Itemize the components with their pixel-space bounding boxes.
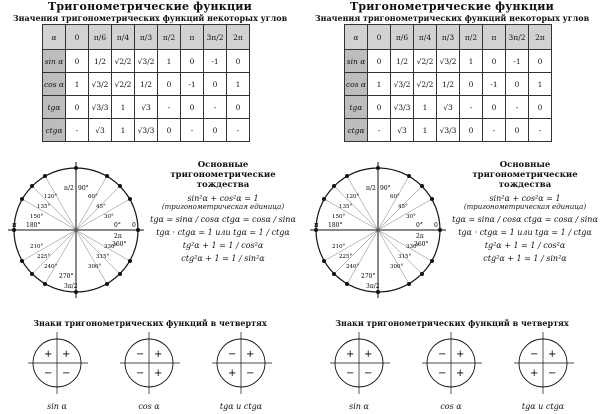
sign-q4: −	[364, 368, 373, 379]
label-pi-half: π/2	[366, 185, 376, 192]
identity-2: tgα = sinα / cosα ctgα = cosα / sinα	[452, 215, 598, 224]
unit-circle	[4, 158, 154, 308]
sign-q2: +	[44, 349, 53, 360]
sign-q1: +	[548, 349, 557, 360]
sign-diagram-tg	[206, 330, 276, 414]
label-90: 90°	[380, 185, 391, 192]
table-cell: π/6	[391, 25, 414, 50]
unit-circle-svg	[4, 158, 154, 308]
signs-title: Знаки тригонометрических функций в четвертях	[335, 318, 569, 328]
identity-3: tgα · ctgα = 1 или tgα = 1 / ctgα	[156, 228, 290, 237]
sign-diagram-cos	[114, 330, 184, 414]
table-cell: 0	[66, 96, 89, 119]
table-cell: 1	[460, 50, 483, 73]
table-cell: √2/2	[112, 73, 135, 96]
table-cell: π/4	[112, 25, 135, 50]
label-360: 360°	[112, 241, 127, 248]
table-cell: cos α	[43, 73, 66, 96]
table-cell: 1	[414, 96, 437, 119]
table-cell: 0	[227, 50, 250, 73]
deg-30: 30°	[406, 214, 416, 220]
sign-diagram-sin	[22, 330, 92, 414]
sheet-left	[4, 0, 296, 414]
table-cell: 2π	[227, 25, 250, 50]
deg-60: 60°	[88, 194, 98, 200]
table-header-row	[345, 25, 552, 50]
identity-1: sin²α + cos²α = 1	[187, 194, 259, 203]
deg-45: 45°	[398, 204, 408, 210]
sheet-title: Тригонометрические функции	[349, 0, 554, 13]
table-cell: 1	[158, 50, 181, 73]
table-cell: 1	[227, 73, 250, 96]
deg-120: 120°	[346, 194, 360, 200]
sheet-subtitle: Значения тригонометрических функций некоторых углов	[12, 13, 288, 23]
deg-135: 135°	[37, 204, 51, 210]
deg-330: 330°	[104, 244, 118, 250]
sign-label: sin α	[47, 402, 67, 411]
table-cell: sin α	[43, 50, 66, 73]
table-row	[43, 73, 250, 96]
table-cell: √3	[135, 96, 158, 119]
sign-q4: −	[62, 368, 71, 379]
trig-values-table	[344, 24, 552, 142]
label-pi: π	[12, 221, 17, 229]
sign-q2: −	[530, 349, 539, 360]
table-cell: π/6	[89, 25, 112, 50]
table-cell: π/3	[135, 25, 158, 50]
identity-2: tgα = sinα / cosα ctgα = cosα / sinα	[150, 215, 296, 224]
table-cell: 1/2	[391, 50, 414, 73]
table-cell: 0	[368, 96, 391, 119]
identities-heading: Основные тригонометрические тождества	[472, 160, 578, 190]
table-cell: 1/2	[89, 50, 112, 73]
table-cell: -	[181, 119, 204, 142]
deg-315: 315°	[96, 254, 110, 260]
sign-label: cos α	[138, 402, 160, 411]
deg-210: 210°	[332, 244, 346, 250]
table-cell: ctgα	[345, 119, 368, 142]
sign-circle-svg	[206, 330, 276, 400]
label-180: 180°	[328, 222, 343, 229]
table-cell: π/3	[437, 25, 460, 50]
table-header-row	[43, 25, 250, 50]
label-0: 0	[132, 222, 136, 229]
identity-1: sin²α + cos²α = 1	[489, 194, 561, 203]
table-row	[43, 119, 250, 142]
table-cell: 0	[158, 119, 181, 142]
sign-circle-svg	[22, 330, 92, 400]
table-cell: -	[204, 96, 227, 119]
sign-q1: +	[364, 349, 373, 360]
table-cell: 0	[460, 73, 483, 96]
sign-circle-svg	[114, 330, 184, 400]
table-cell: -	[368, 119, 391, 142]
sign-q2: −	[438, 349, 447, 360]
table-cell: tgα	[345, 96, 368, 119]
label-0: 0	[434, 222, 438, 229]
table-cell: π/2	[460, 25, 483, 50]
table-cell: -	[227, 119, 250, 142]
label-0deg: 0°	[114, 222, 121, 229]
sign-q1: +	[456, 349, 465, 360]
table-cell: 0	[204, 73, 227, 96]
sign-diagram-tg	[508, 330, 578, 414]
table-cell: √3/2	[437, 50, 460, 73]
table-cell: π/4	[414, 25, 437, 50]
label-270: 270°	[361, 273, 376, 280]
table-cell: 0	[181, 50, 204, 73]
sign-circle-svg	[416, 330, 486, 400]
label-2pi: 2π	[416, 233, 424, 240]
table-cell: √3/2	[89, 73, 112, 96]
table-cell: 0	[204, 119, 227, 142]
table-cell: -	[529, 119, 552, 142]
sign-q3: +	[228, 368, 237, 379]
table-row	[345, 50, 552, 73]
label-2pi: 2π	[114, 233, 122, 240]
sign-q4: −	[246, 368, 255, 379]
table-cell: √2/2	[414, 50, 437, 73]
deg-210: 210°	[30, 244, 44, 250]
table-cell: 0	[66, 50, 89, 73]
table-cell: 0	[506, 73, 529, 96]
table-cell: -1	[483, 73, 506, 96]
sign-label: tgα и ctgα	[219, 402, 263, 411]
deg-120: 120°	[44, 194, 58, 200]
sign-diagram-cos	[416, 330, 486, 414]
deg-30: 30°	[104, 214, 114, 220]
table-cell: 3π/2	[204, 25, 227, 50]
table-row	[345, 96, 552, 119]
label-pi: π	[314, 221, 319, 229]
table-cell: -1	[204, 50, 227, 73]
sign-q3: −	[44, 368, 53, 379]
table-cell: α	[43, 25, 66, 50]
table-cell: π	[181, 25, 204, 50]
sign-q2: −	[136, 349, 145, 360]
table-cell: 1/2	[437, 73, 460, 96]
table-cell: 1	[112, 96, 135, 119]
table-cell: 0	[529, 96, 552, 119]
table-cell: π	[483, 25, 506, 50]
sign-q4: +	[456, 368, 465, 379]
deg-60: 60°	[390, 194, 400, 200]
deg-315: 315°	[398, 254, 412, 260]
deg-330: 330°	[406, 244, 420, 250]
sheet-subtitle: Значения тригонометрических функций некоторых углов	[314, 13, 590, 23]
deg-150: 150°	[30, 214, 44, 220]
table-cell: α	[345, 25, 368, 50]
signs-title: Знаки тригонометрических функций в четвертях	[33, 318, 267, 328]
table-cell: 1	[414, 119, 437, 142]
sign-q4: +	[154, 368, 163, 379]
table-cell: -	[158, 96, 181, 119]
table-cell: -	[66, 119, 89, 142]
label-270: 270°	[59, 273, 74, 280]
table-cell: √3/2	[135, 50, 158, 73]
table-cell: 0	[368, 50, 391, 73]
sign-label: tgα и ctgα	[521, 402, 565, 411]
identity-note: (тригонометрическая единица)	[463, 203, 587, 211]
table-cell: ctgα	[43, 119, 66, 142]
label-3pi-half: 3π/2	[64, 283, 78, 290]
identities-block	[452, 160, 598, 263]
table-cell: -1	[181, 73, 204, 96]
table-cell: 0	[227, 96, 250, 119]
table-cell: 0	[181, 96, 204, 119]
table-cell: 0	[66, 25, 89, 50]
deg-225: 225°	[339, 254, 353, 260]
sign-label: cos α	[440, 402, 462, 411]
table-cell: 1	[112, 119, 135, 142]
table-cell: √2/2	[112, 50, 135, 73]
unit-circle-svg	[306, 158, 456, 308]
table-cell: 1/2	[135, 73, 158, 96]
sign-q1: +	[246, 349, 255, 360]
table-cell: 0	[368, 25, 391, 50]
table-cell: 0	[158, 73, 181, 96]
deg-300: 300°	[390, 264, 404, 270]
table-cell: √3/3	[89, 96, 112, 119]
table-cell: √3/3	[437, 119, 460, 142]
table-cell: 0	[529, 50, 552, 73]
table-cell: cos α	[345, 73, 368, 96]
table-cell: √3/3	[391, 96, 414, 119]
sheet-right	[306, 0, 598, 414]
label-90: 90°	[78, 185, 89, 192]
sign-label: sin α	[349, 402, 369, 411]
label-3pi-half: 3π/2	[366, 283, 380, 290]
table-cell: 0	[483, 50, 506, 73]
label-180: 180°	[26, 222, 41, 229]
sign-diagram-sin	[324, 330, 394, 414]
label-360: 360°	[414, 241, 429, 248]
table-cell: π/2	[158, 25, 181, 50]
identity-5: ctg²α + 1 = 1 / sin²α	[483, 254, 567, 263]
table-cell: 3π/2	[506, 25, 529, 50]
sheet-title: Тригонометрические функции	[47, 0, 252, 13]
label-pi-half: π/2	[64, 185, 74, 192]
table-cell: 0	[506, 119, 529, 142]
deg-225: 225°	[37, 254, 51, 260]
table-cell: -	[483, 119, 506, 142]
label-0deg: 0°	[416, 222, 423, 229]
table-cell: 1	[66, 73, 89, 96]
table-row	[345, 73, 552, 96]
identities-block	[150, 160, 296, 263]
table-cell: sin α	[345, 50, 368, 73]
table-cell: √2/2	[414, 73, 437, 96]
table-cell: 1	[368, 73, 391, 96]
table-cell: √3	[437, 96, 460, 119]
table-cell: √3	[89, 119, 112, 142]
identity-5: ctg²α + 1 = 1 / sin²α	[181, 254, 265, 263]
table-cell: √3/3	[135, 119, 158, 142]
trig-values-table	[42, 24, 250, 142]
identity-3: tgα · ctgα = 1 или tgα = 1 / ctgα	[458, 228, 592, 237]
table-cell: -	[506, 96, 529, 119]
table-row	[345, 119, 552, 142]
table-row	[43, 50, 250, 73]
sign-q2: +	[346, 349, 355, 360]
deg-300: 300°	[88, 264, 102, 270]
sign-q2: −	[228, 349, 237, 360]
deg-45: 45°	[96, 204, 106, 210]
identity-4: tg²α + 1 = 1 / cos²α	[182, 241, 264, 250]
table-cell: 1	[529, 73, 552, 96]
sign-q1: +	[154, 349, 163, 360]
table-row	[43, 96, 250, 119]
deg-135: 135°	[339, 204, 353, 210]
identity-note: (тригонометрическая единица)	[161, 203, 285, 211]
table-cell: 0	[460, 119, 483, 142]
deg-240: 240°	[44, 264, 58, 270]
sign-q3: −	[346, 368, 355, 379]
identities-heading: Основные тригонометрические тождества	[170, 160, 276, 190]
identity-4: tg²α + 1 = 1 / cos²α	[484, 241, 566, 250]
unit-circle	[306, 158, 456, 308]
sign-circle-svg	[324, 330, 394, 400]
table-cell: -	[460, 96, 483, 119]
deg-240: 240°	[346, 264, 360, 270]
sign-q3: −	[438, 368, 447, 379]
sign-q3: −	[136, 368, 145, 379]
sign-q1: +	[62, 349, 71, 360]
table-cell: √3	[391, 119, 414, 142]
table-cell: -1	[506, 50, 529, 73]
table-cell: 2π	[529, 25, 552, 50]
sign-q4: −	[548, 368, 557, 379]
table-cell: 0	[483, 96, 506, 119]
deg-150: 150°	[332, 214, 346, 220]
sign-circle-svg	[508, 330, 578, 400]
table-cell: tgα	[43, 96, 66, 119]
table-cell: √3/2	[391, 73, 414, 96]
sign-q3: +	[530, 368, 539, 379]
